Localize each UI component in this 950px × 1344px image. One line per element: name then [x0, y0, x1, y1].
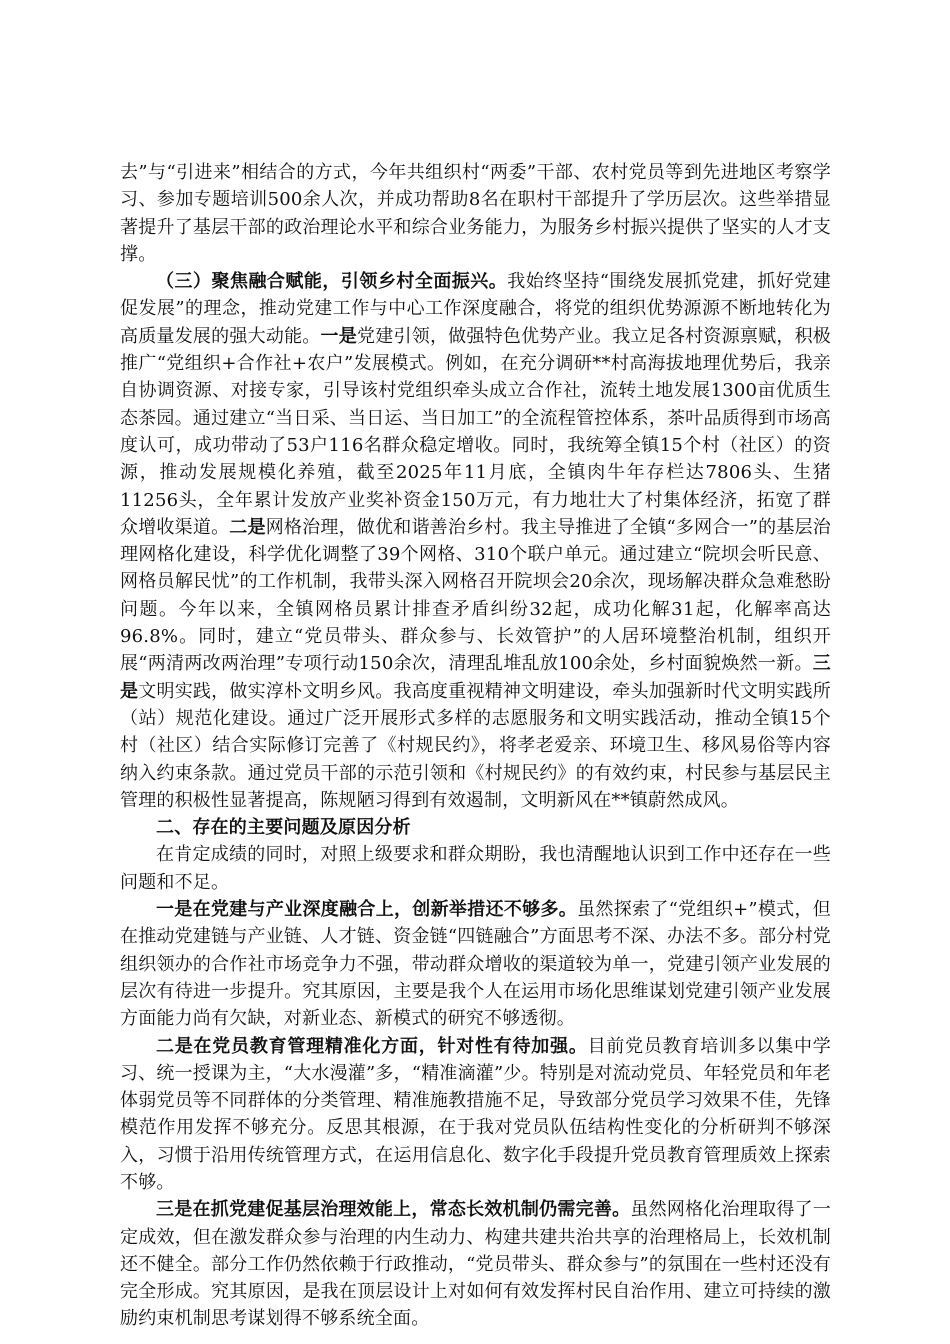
paragraph-problems-intro: 在肯定成绩的同时，对照上级要求和群众期盼，我也清醒地认识到工作中还存在一些问题和不足。 [120, 844, 831, 893]
section-heading-problems: 二、存在的主要问题及原因分析 [156, 817, 411, 839]
point-two-text: 网格治理，做优和谐善治乡村。我主导推进了全镇“多网合一”的基层治理网格化建设，科学优化调整了39个网格、310个联户单元。通过建立“院坝会听民意、网格员解民忧”的工作机制，我带头深入网格召开院坝会20余次，现场解决群众急难愁盼问题。今年以来，全镇网格员累计排查矛盾纠纷32起，成功化解31起，化解率高达96.8%。同时，建立“党员带头、群众参与、长效管护”的人居环境整治机制，组织开展“两清两改两治理”专项行动150余次，清理乱堆乱放100余处，乡村面貌焕然一新。 [120, 516, 831, 675]
paragraph-problem-three [120, 1196, 831, 1332]
paragraph-integration [120, 268, 831, 814]
point-one-lead: 一是 [320, 325, 358, 347]
point-three-text: 文明实践，做实淳朴文明乡风。我高度重视精神文明建设，牵头加强新时代文明实践所（站）规范化建设。通过广泛开展形式多样的志愿服务和文明实践活动，推动全镇15个村（社区）结合实际修订完善了《村规民约》，将孝老爱亲、环境卫生、移风易俗等内容纳入约束条款。通过党员干部的示范引领和《村规民约》的有效约束，村民参与基层民主管理的积极性显著提高，陈规陋习得到有效遏制，文明新风在**镇蔚然成风。 [120, 680, 831, 811]
problem-two-text: 目前党员教育培训多以集中学习、统一授课为主，“大水漫灌”多，“精准滴灌”少。特别是对流动党员、年轻党员和年老体弱党员等不同群体的分类管理、精准施教措施不足，导致部分党员学习效果不佳，先锋模范作用发挥不够充分。反思其根源，在于我对党员队伍结构性变化的分析研判不够深入，习惯于沿用传统管理方式，在运用信息化、数字化手段提升党员教育管理质效上探索不够。 [120, 1035, 832, 1193]
document-page [120, 159, 831, 1333]
problem-three-text: 虽然网格化治理取得了一定成效，但在激发群众参与治理的内生动力、构建共建共治共享的治理格局上，长效机制还不健全。部分工作仍然依赖于行政推动，“党员带头、群众参与”的氛围在一些村还没有完全形成。究其原因，是我在顶层设计上对如何有效发挥村民自治作用、建立可持续的激励约束机制思考谋划得不够系统全面。 [120, 1199, 832, 1330]
point-one-text: 党建引领，做强特色优势产业。我立足各村资源禀赋，积极推广“党组织+合作社+农户”发展模式。例如，在充分调研**村高海拔地理优势后，我亲自协调资源、对接专家，引导该村党组织牵头成立合作社，流转土地发展1300亩优质生态茶园。通过建立“当日采、当日运、当日加工”的全流程管控体系，茶叶品质得到市场高度认可，成功带动了53户116名群众稳定增收。同时，我统筹全镇15个村（社区）的资源，推动发展规模化养殖，截至2025年11月底，全镇肉牛年存栏达7806头、生猪11256头，全年累计发放产业奖补资金150万元，有力地壮大了村集体经济，拓宽了群众增收渠道。 [120, 325, 831, 538]
problem-one-lead: 一是在党建与产业深度融合上，创新举措还不够多。 [156, 899, 578, 921]
paragraph-problem-two [120, 1033, 831, 1197]
paragraph-talent-training: 去”与“引进来”相结合的方式，今年共组织村“两委”干部、农村党员等到先进地区考察学习、参加专题培训500余人次，并成功帮助8名在职村干部提升了学历层次。这些举措显著提升了基层干部的政治理论水平和综合业务能力，为服务乡村振兴提供了坚实的人才支撑。 [120, 162, 831, 265]
problem-one-text: 虽然探索了“党组织+”模式，但在推动党建链与产业链、人才链、资金链“四链融合”方面思考不深、办法不多。部分村党组织领办的合作社市场竞争力不强，带动群众增收的渠道较为单一，党建引领产业发展的层次有待进一步提升。究其原因，主要是我个人在运用市场化思维谋划党建引领产业发展方面能力尚有欠缺，对新业态、新模式的研究不够透彻。 [120, 899, 831, 1030]
point-two-lead: 二是 [229, 516, 266, 538]
point-three-lead: 三是 [120, 653, 831, 702]
paragraph-integration-intro: 我始终坚持“围绕发展抓党建，抓好党建促发展”的理念，推动党建工作与中心工作深度融合，将党的组织优势源源不断地转化为高质量发展的强大动能。 [120, 271, 831, 347]
problem-two-lead: 二是在党员教育管理精准化方面，针对性有待加强。 [156, 1035, 588, 1057]
paragraph-problem-one [120, 896, 831, 1032]
problem-three-lead: 三是在抓党建促基层治理效能上，常态长效机制仍需完善。 [156, 1199, 631, 1221]
section-heading-three: （三）聚焦融合赋能，引领乡村全面振兴。 [156, 271, 508, 293]
